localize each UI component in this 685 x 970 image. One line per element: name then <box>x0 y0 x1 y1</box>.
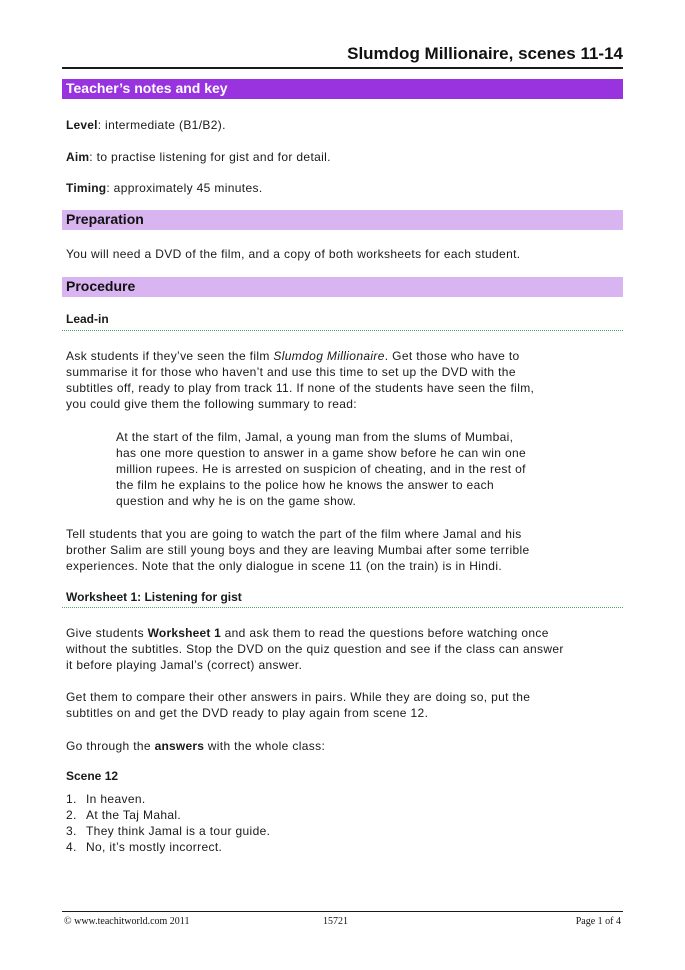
list-number: 4. <box>66 840 77 854</box>
list-number: 3. <box>66 824 77 838</box>
aim-value: : to practise listening for gist and for detail. <box>89 150 331 164</box>
leadin-line-3: subtitles off, ready to play from track 11. If none of the students have seen the film, <box>66 381 535 395</box>
footer-rule <box>62 911 623 912</box>
leadin-heading: Lead-in <box>66 312 109 326</box>
scene12-heading: Scene 12 <box>66 769 119 783</box>
list-number: 1. <box>66 792 77 806</box>
list-item <box>66 839 270 855</box>
list-item <box>66 807 270 823</box>
worksheet1-heading: Worksheet 1: Listening for gist <box>66 590 242 604</box>
list-item <box>66 823 270 839</box>
summary-quote-line: has one more question to answer in a game show before he can win one <box>116 446 527 460</box>
scene12-answer-list <box>66 791 270 855</box>
aim-label: Aim <box>66 150 90 164</box>
answers-intro-text: Go through the <box>66 739 155 753</box>
level-line <box>66 117 226 133</box>
summary-quote-line: million rupees. He is arrested on suspicion of cheating, and in the rest of <box>116 462 526 476</box>
answers-intro <box>66 738 325 754</box>
notes-banner <box>62 79 623 99</box>
timing-value: : approximately 45 minutes. <box>106 181 263 195</box>
list-item <box>66 791 270 807</box>
footer-copyright: © www.teachitworld.com 2011 <box>64 916 190 927</box>
footer-code: 15721 <box>323 916 348 927</box>
worksheet1-divider <box>62 607 623 608</box>
summary-quote-line: question and why he is on the game show. <box>116 494 357 508</box>
preparation-banner <box>62 210 623 230</box>
worksheet1-line-3: it before playing Jamal’s (correct) answer. <box>66 658 303 672</box>
leadin-divider <box>62 330 623 331</box>
leadin-text: Ask students if they’ve seen the film <box>66 349 274 363</box>
preparation-banner-label: Preparation <box>66 211 144 227</box>
procedure-banner-label: Procedure <box>66 278 136 294</box>
list-text: In heaven. <box>86 792 146 806</box>
header-rule <box>62 67 623 69</box>
leadin-p2-line: Tell students that you are going to watch the part of the film where Jamal and his <box>66 527 522 541</box>
worksheet1-text: Give students <box>66 626 148 640</box>
worksheet1-p2-line-2: subtitles on and get the DVD ready to play again from scene 12. <box>66 706 429 720</box>
leadin-line-2: summarise it for those who haven’t and use this time to set up the DVD with the <box>66 365 516 379</box>
document-title: Slumdog Millionaire, scenes 11-14 <box>347 44 623 63</box>
preparation-text: You will need a DVD of the film, and a copy of both worksheets for each student. <box>66 247 521 261</box>
answers-bold: answers <box>154 739 205 753</box>
leadin-p2-line: experiences. Note that the only dialogue in scene 11 (on the train) is in Hindi. <box>66 559 503 573</box>
list-text: No, it’s mostly incorrect. <box>86 840 223 854</box>
summary-quote-line: At the start of the film, Jamal, a young man from the slums of Mumbai, <box>116 430 514 444</box>
timing-line <box>66 180 263 196</box>
level-value: : intermediate (B1/B2). <box>97 118 226 132</box>
worksheet1-line-1 <box>66 625 549 641</box>
level-label: Level <box>66 118 98 132</box>
answers-intro-text: with the whole class: <box>204 739 326 753</box>
procedure-banner <box>62 277 623 297</box>
aim-line <box>66 149 331 165</box>
leadin-text: . Get those who have to <box>384 349 520 363</box>
leadin-p2-line: brother Salim are still young boys and they are leaving Mumbai after some terrible <box>66 543 530 557</box>
worksheet1-line-2: without the subtitles. Stop the DVD on the quiz question and see if the class can answer <box>66 642 564 656</box>
worksheet1-p2-line-1: Get them to compare their other answers in pairs. While they are doing so, put the <box>66 690 531 704</box>
list-text: At the Taj Mahal. <box>86 808 182 822</box>
worksheet1-text: and ask them to read the questions before watching once <box>220 626 549 640</box>
summary-quote-line: the film he explains to the police how he knows the answer to each <box>116 478 494 492</box>
notes-banner-label: Teacher’s notes and key <box>66 80 228 96</box>
leadin-line-1 <box>66 348 520 364</box>
list-number: 2. <box>66 808 77 822</box>
footer-page-number: Page 1 of 4 <box>575 916 621 927</box>
worksheet1-bold: Worksheet 1 <box>147 626 221 640</box>
film-title: Slumdog Millionaire <box>273 349 385 363</box>
list-text: They think Jamal is a tour guide. <box>86 824 271 838</box>
timing-label: Timing <box>66 181 107 195</box>
leadin-line-4: you could give them the following summary to read: <box>66 397 357 411</box>
